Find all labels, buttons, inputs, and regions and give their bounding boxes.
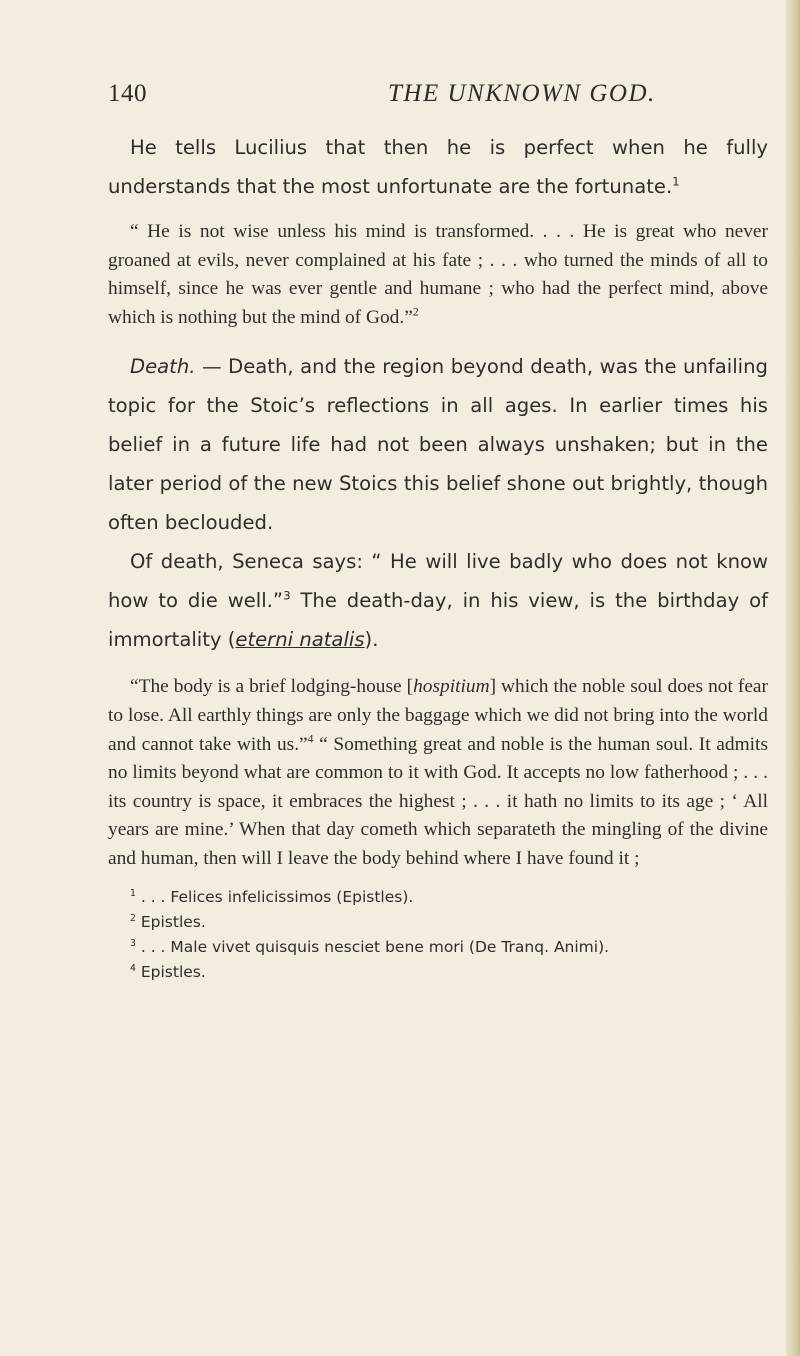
footnote-1: $^1$ . . . Felices infelicissimos (Epistles).	[130, 888, 414, 907]
latin-hospitium: hospitium	[413, 676, 490, 698]
page-edge	[786, 0, 800, 1356]
paragraph-seneca: Of death, Seneca says: “ He will live badly who does not know how to die well.”$^3$ The death-day, in his view, is the birthday of immortality (eterni natalis).	[108, 550, 768, 652]
page-body	[108, 128, 768, 985]
footnotes	[108, 885, 768, 985]
quote-body-lodging: “The body is a brief lodging-house [hospitium] which the noble soul does not fear to lose. All earthly things are only the baggage which we did not bring into the world and cannot take with us.”$^4$ “ Something great and noble is the human soul. It admits no limits beyond what are common to it with God. It accepts no low fatherhood ; . . . its country is space, it embraces the highest ; . . . it hath no limits to its age ; ‘ All years are mine.’ When that day cometh which separateth the mingling of the divine and human, then will I leave the body behind where I have found it ;	[108, 676, 768, 869]
paragraph-death: Death. — Death, and the region beyond death, was the unfailing topic for the Stoic’s reflections in all ages. In earlier times his belief in a future life had not been always unshaken; but in the later period of the new Stoics this belief shone out brightly, though often beclouded.	[108, 354, 768, 534]
paragraph-lucilius: He tells Lucilius that then he is perfect when he fully understands that the most unfortunate are the fortunate.$^1$	[108, 136, 768, 199]
running-title: THE UNKNOWN GOD.	[388, 80, 656, 107]
footnote-ref-4: 4	[307, 732, 314, 746]
footnote-ref-3: 3	[283, 588, 291, 603]
footnote-ref-2: 2	[412, 305, 419, 319]
latin-eterni-natalis: eterni natalis	[235, 628, 365, 652]
quote-wise-man: “ He is not wise unless his mind is transformed. . . . He is great who never groaned at evils, never complained at his fate ; . . . who turned the minds of all to himself, since he was ever gentle and humane ; who had the perfect mind, above which is nothing but the mind of God.”$^2$	[108, 221, 768, 328]
page-number: 140	[108, 80, 147, 107]
footnote-4: $^4$ Epistles.	[130, 963, 206, 982]
footnote-2: $^2$ Epistles.	[130, 913, 206, 932]
footnote-3: $^3$ . . . Male vivet quisquis nesciet bene mori (De Tranq. Animi).	[130, 938, 610, 957]
footnote-ref-1: 1	[672, 174, 680, 189]
section-heading-death: Death.	[130, 354, 196, 378]
page-header	[108, 80, 768, 116]
